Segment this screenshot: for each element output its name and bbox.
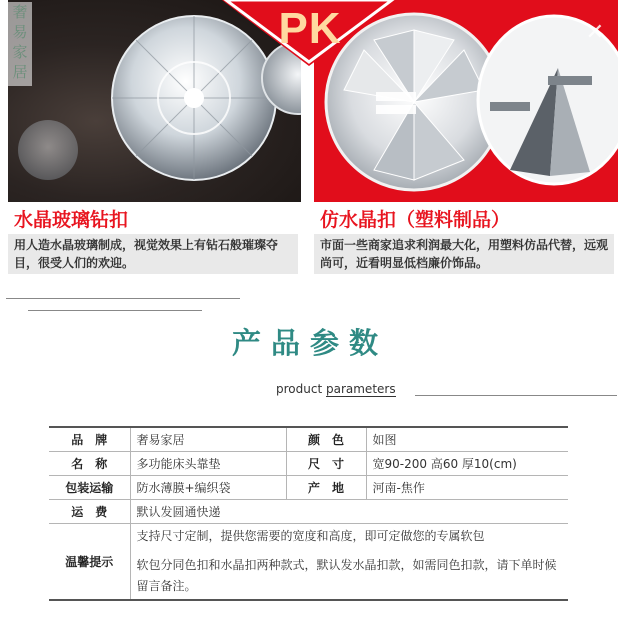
subtitle-word-parameters: parameters xyxy=(325,382,396,396)
divider-top xyxy=(6,298,240,299)
divider-top-2 xyxy=(28,310,202,311)
product-parameters-subtitle xyxy=(276,381,396,397)
table-row xyxy=(49,524,568,601)
brand-watermark xyxy=(8,2,32,86)
subtitle-word-product: product xyxy=(276,382,323,396)
plastic-imitation-description-box xyxy=(314,234,614,274)
spec-value-shipping: 默认发圆通快递 xyxy=(130,500,568,524)
notes-line: 软包分同色扣和水晶扣两种款式，默认发水晶扣款，如需同色扣款，请下单时候留言备注。 xyxy=(136,558,557,593)
table-row xyxy=(49,452,568,476)
spec-value-origin: 河南-焦作 xyxy=(366,476,568,500)
spec-value-packaging: 防水薄膜+编织袋 xyxy=(130,476,286,500)
spec-label-origin: 产 地 xyxy=(286,476,366,500)
plastic-imitation-heading: 仿水晶扣（塑料制品） xyxy=(320,209,511,231)
spec-label-color: 颜 色 xyxy=(286,427,366,452)
watermark-char: 家 xyxy=(12,43,28,61)
close-x-icon: ✕ xyxy=(585,20,604,45)
product-parameters-title: 产品参数 xyxy=(231,326,388,360)
spec-label-brand: 品 牌 xyxy=(49,427,130,452)
spec-value-color: 如图 xyxy=(366,427,568,452)
pk-label: PK xyxy=(278,4,342,53)
spec-value-notes xyxy=(130,524,568,601)
spec-label-name: 名 称 xyxy=(49,452,130,476)
divider-bottom xyxy=(415,395,617,396)
spec-label-shipping: 运 费 xyxy=(49,500,130,524)
spec-value-size: 宽90-200 高60 厚10(cm) xyxy=(366,452,568,476)
notes-line: 支持尺寸定制，提供您需要的宽度和高度，即可定做您的专属软包 xyxy=(136,529,485,543)
watermark-char: 居 xyxy=(12,63,28,81)
spec-value-brand: 奢易家居 xyxy=(130,427,286,452)
crystal-glass-heading: 水晶玻璃钻扣 xyxy=(14,209,129,231)
plastic-imitation-description: 市面一些商家追求利润最大化，用塑料仿品代替，远观尚可，近看明显低档廉价饰品。 xyxy=(320,238,609,270)
table-row xyxy=(49,500,568,524)
spec-label-packaging: 包装运输 xyxy=(49,476,130,500)
crystal-glass-description: 用人造水晶玻璃制成，视觉效果上有钻石般璀璨夺目，很受人们的欢迎。 xyxy=(14,238,279,270)
product-spec-table xyxy=(49,426,568,601)
watermark-char: 易 xyxy=(12,23,28,41)
spec-label-notes: 温馨提示 xyxy=(49,524,130,601)
crystal-glass-description-box xyxy=(8,234,298,274)
watermark-char: 奢 xyxy=(12,3,28,21)
table-row xyxy=(49,427,568,452)
table-row xyxy=(49,476,568,500)
spec-value-name: 多功能床头靠垫 xyxy=(130,452,286,476)
spec-label-size: 尺 寸 xyxy=(286,452,366,476)
